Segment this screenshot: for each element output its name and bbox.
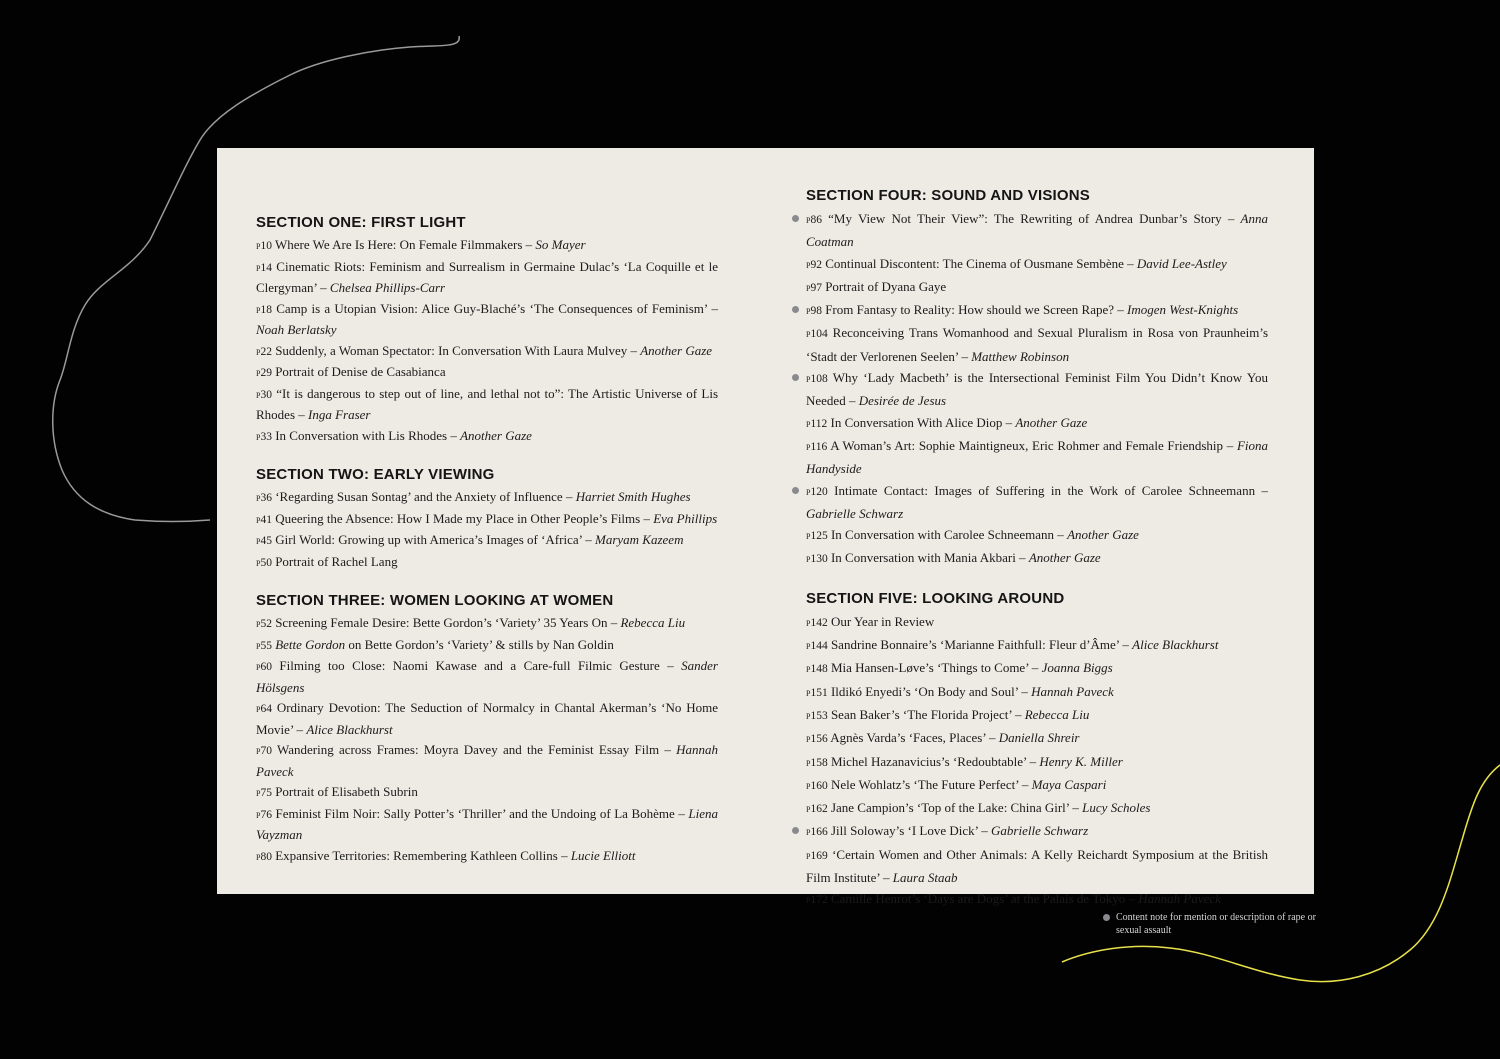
section-title: SECTION THREE: WOMEN LOOKING AT WOMEN [256,592,614,609]
content-note-text: Content note for mention or description of rape or sexual assault [1116,912,1316,936]
entry-author: Another Gaze [460,427,532,443]
contents-entry [256,846,718,868]
contents-entry [806,208,1268,253]
entry-author: Joanna Biggs [1041,660,1113,676]
page-number: p30 [256,388,272,401]
page-number: p97 [806,281,822,294]
page-number: p120 [806,485,828,498]
page-number: p14 [256,261,272,274]
entry-author: Another Gaze [1067,527,1139,543]
entry-title: Expansive Territories: Remembering Kathleen Collins – [275,847,571,863]
contents-page [217,148,1314,907]
contents-entry [256,530,718,552]
section-title: SECTION ONE: FIRST LIGHT [256,214,466,231]
contents-section [256,213,718,447]
contents-entry [806,844,1268,889]
page-number: p172 [806,894,828,907]
page-number: p55 [256,639,272,652]
entry-author: Henry K. Miller [1039,753,1123,769]
page-number: p52 [256,618,272,630]
contents-entry [806,480,1268,525]
contents-section [256,591,718,867]
content-note [1103,911,1336,937]
entry-author: Inga Fraser [308,407,371,422]
entry-title: Reconceiving Trans Womanhood and Sexual Pluralism in Rosa von Praunheim’s ‘Stadt der Verlorenen Seelen’ – [806,325,1269,364]
entry-author: Sander Hölsgens [256,658,718,695]
entry-title: Agnès Varda’s ‘Faces, Places’ – [830,730,999,746]
page-number: p64 [256,703,272,715]
entry-title: Mia Hansen-Løve’s ‘Things to Come’ – [830,660,1042,676]
contents-entry [806,547,1268,570]
contents-entry [806,657,1268,680]
entry-title: Our Year in Review [830,613,935,629]
contents-entry [806,774,1268,797]
entry-title: Queering the Absence: How I Made my Place in Other People’s Films – [275,510,654,526]
entry-author: Alice Blackhurst [306,721,393,737]
page-number: p70 [256,745,272,757]
entry-title: ‘Certain Women and Other Animals: A Kelly Reichardt Symposium at the British Film Institute’ – [806,846,1269,886]
entry-title: Wandering across Frames: Moyra Davey and the Feminist Essay Film – [276,742,677,757]
page-number: p92 [806,258,822,271]
contents-entry [256,698,718,740]
entry-author: Daniella Shreir [998,730,1080,746]
entry-title: Portrait of Rachel Lang [275,553,398,569]
entry-author: Gabrielle Schwarz [806,505,904,521]
entry-title: Portrait of Elisabeth Subrin [275,784,418,799]
contents-entry [806,704,1268,727]
page-number: p18 [256,303,272,316]
contents-entry [256,782,718,804]
contents-entry [256,257,718,299]
page-number: p166 [806,826,828,839]
entry-title: From Fantasy to Reality: How should we Screen Rape? – [825,302,1128,318]
page-number: p169 [806,849,828,862]
contents-entry [256,235,718,257]
entry-title: Ordinary Devotion: The Seduction of Normalcy in Chantal Akerman’s ‘No Home Movie’ – [256,700,719,737]
contents-entry [256,552,718,574]
entry-title: Camille Henrot’s ‘Days are Dogs’ at the Palais de Tokyo – [830,891,1139,907]
entry-title: In Conversation with Mania Akbari – [830,550,1029,566]
entry-title: “My View Not Their View”: The Rewriting of Andrea Dunbar’s Story – [828,211,1241,226]
page-number: p45 [256,535,272,547]
page-number: p162 [806,803,828,816]
entry-title: Nele Wohlatz’s ‘The Future Perfect’ – [830,776,1032,792]
entry-author: Lucy Scholes [1082,800,1151,816]
page-number: p156 [806,733,828,746]
contents-entry [806,820,1268,843]
entry-author: Harriet Smith Hughes [575,489,691,504]
left-column [256,213,718,885]
entry-author: Eva Phillips [653,510,718,526]
entry-author: Hannah Paveck [1138,891,1221,907]
contents-entry [256,804,718,846]
right-column [806,186,1268,930]
entry-author: Noah Berlatsky [256,322,337,337]
page-number: p80 [256,850,272,863]
entry-title: Camp is a Utopian Vision: Alice Guy-Blaché’s ‘The Consequences of Feminism’ – [276,300,719,316]
contents-entry [256,509,718,531]
section-title: SECTION TWO: EARLY VIEWING [256,466,495,483]
content-warning-dot-icon [792,374,799,381]
contents-section [806,589,1268,912]
entry-author: Hannah Paveck [256,742,719,779]
contents-entry [256,299,718,341]
entry-author: Laura Staab [892,870,958,886]
entry-author: Imogen West-Knights [1127,302,1239,318]
page-number: p86 [806,214,822,226]
entry-title: Feminist Film Noir: Sally Potter’s ‘Thriller’ and the Undoing of La Bohème – [275,805,689,821]
contents-entry [806,276,1268,299]
contents-entry [806,299,1268,322]
page-number: p130 [806,553,828,566]
entry-author: Another Gaze [1015,414,1088,430]
entry-author: Maryam Kazeem [595,532,684,547]
entry-title: on Bette Gordon’s ‘Variety’ & stills by Nan Goldin [345,636,614,652]
entry-author: Chelsea Phillips-Carr [329,280,446,295]
entry-title: Jill Soloway’s ‘I Love Dick’ – [830,823,992,839]
entry-title: Jane Campion’s ‘Top of the Lake: China Girl’ – [830,800,1083,816]
entry-title: Filming too Close: Naomi Kawase and a Care-full Filmic Gesture – [279,658,682,673]
contents-section [806,186,1268,571]
contents-entry [806,888,1268,911]
entry-title: Intimate Contact: Images of Suffering in the Work of Carolee Schneemann – [834,482,1268,498]
entry-author: Another Gaze [1028,550,1101,566]
section-title: SECTION FIVE: LOOKING AROUND [806,589,1065,607]
page-number: p151 [806,686,828,699]
contents-entry [256,426,718,448]
contents-entry [806,727,1268,750]
entry-lead-italic: Bette Gordon [275,636,346,652]
contents-entry [256,740,718,782]
page-number: p158 [806,756,828,769]
contents-entry [256,487,718,509]
contents-entry [806,524,1268,547]
page-number: p29 [256,367,272,379]
entry-author: Maya Caspari [1031,776,1107,792]
content-warning-dot-icon [792,827,799,834]
page-number: p98 [806,305,822,318]
contents-entry [806,412,1268,435]
page-number: p75 [256,787,272,799]
page-number: p22 [256,345,272,358]
page-number: p60 [256,661,272,673]
page-number: p144 [806,640,828,653]
contents-entry [806,751,1268,774]
contents-entry [806,322,1268,367]
page-number: p41 [256,513,272,526]
entry-author: So Mayer [535,237,586,252]
contents-entry [806,634,1268,657]
entry-title: Screening Female Desire: Bette Gordon’s ‘Variety’ 35 Years On – [275,615,621,630]
contents-entry [256,613,718,635]
contents-entry [806,367,1268,412]
entry-author: Liena Vayzman [256,805,718,842]
entry-title: Girl World: Growing up with America’s Images of ‘Africa’ – [275,532,595,547]
content-warning-dot-icon [792,487,799,494]
entry-title: Sandrine Bonnaire’s ‘Marianne Faithfull: Fleur d’Âme’ – [830,637,1133,653]
entry-title: In Conversation with Lis Rhodes – [275,427,461,443]
entry-author: Another Gaze [640,342,713,358]
entry-title: Suddenly, a Woman Spectator: In Conversation With Laura Mulvey – [275,342,641,358]
contents-entry [256,362,718,384]
entry-title: Ildikó Enyedi’s ‘On Body and Soul’ – [830,683,1032,699]
entry-title: Portrait of Dyana Gaye [825,278,947,294]
page-number: p36 [256,492,272,504]
page-number: p153 [806,709,828,722]
content-warning-dot-icon [792,215,799,222]
contents-entry [806,681,1268,704]
entry-title: Portrait of Denise de Casabianca [275,364,446,379]
entry-author: Lucie Elliott [570,847,636,863]
page-number: p125 [806,530,828,543]
entry-author: Rebecca Liu [620,615,686,630]
contents-section [256,465,718,573]
entry-title: In Conversation With Alice Diop – [830,414,1016,430]
content-note-dot-icon [1103,914,1110,921]
entry-title: Michel Hazanavicius’s ‘Redoubtable’ – [830,753,1040,769]
entry-author: Rebecca Liu [1024,706,1090,722]
page-number: p148 [806,663,828,676]
contents-entry [806,253,1268,276]
entry-author: Anna Coatman [806,211,1268,250]
entry-title: Why ‘Lady Macbeth’ is the Intersectional Feminist Film You Didn’t Know You Needed – [806,370,1269,409]
entry-author: Hannah Paveck [1031,683,1114,699]
entry-title: Continual Discontent: The Cinema of Ousmane Sembène – [825,255,1137,271]
page-number: p10 [256,240,272,252]
contents-entry [806,435,1268,480]
contents-entry [256,384,718,426]
page-number: p112 [806,417,828,430]
entry-author: Desirée de Jesus [858,393,947,409]
entry-title: “It is dangerous to step out of line, and lethal not to”: The Artistic Universe of Lis Rhodes – [256,385,719,422]
entry-title: Sean Baker’s ‘The Florida Project’ – [830,706,1025,722]
section-title: SECTION FOUR: SOUND AND VISIONS [806,187,1090,204]
page-number: p33 [256,430,272,443]
page-number: p160 [806,779,828,792]
page-number: p116 [806,440,828,453]
entry-author: Fiona Handyside [806,437,1268,477]
entry-title: In Conversation with Carolee Schneemann – [830,527,1068,543]
entry-title: A Woman’s Art: Sophie Maintigneux, Eric Rohmer and Female Friendship – [830,437,1237,453]
contents-entry [256,656,718,698]
entry-title: Cinematic Riots: Feminism and Surrealism in Germaine Dulac’s ‘La Coquille et le Clergyman’ – [256,258,719,295]
page-number: p108 [806,373,828,386]
contents-entry [256,341,718,363]
contents-entry [256,635,718,657]
page-number: p142 [806,616,828,629]
entry-author: Gabrielle Schwarz [991,823,1089,839]
content-warning-dot-icon [792,306,799,313]
page-number: p104 [806,328,828,341]
entry-author: Matthew Robinson [971,348,1070,364]
page-number: p76 [256,808,272,821]
page-number: p50 [256,556,272,569]
contents-entry [806,611,1268,634]
entry-title: Where We Are Is Here: On Female Filmmakers – [274,237,536,252]
entry-author: Alice Blackhurst [1132,637,1219,653]
entry-author: David Lee-Astley [1136,255,1227,271]
entry-title: ‘Regarding Susan Sontag’ and the Anxiety of Influence – [275,489,576,504]
contents-entry [806,797,1268,820]
